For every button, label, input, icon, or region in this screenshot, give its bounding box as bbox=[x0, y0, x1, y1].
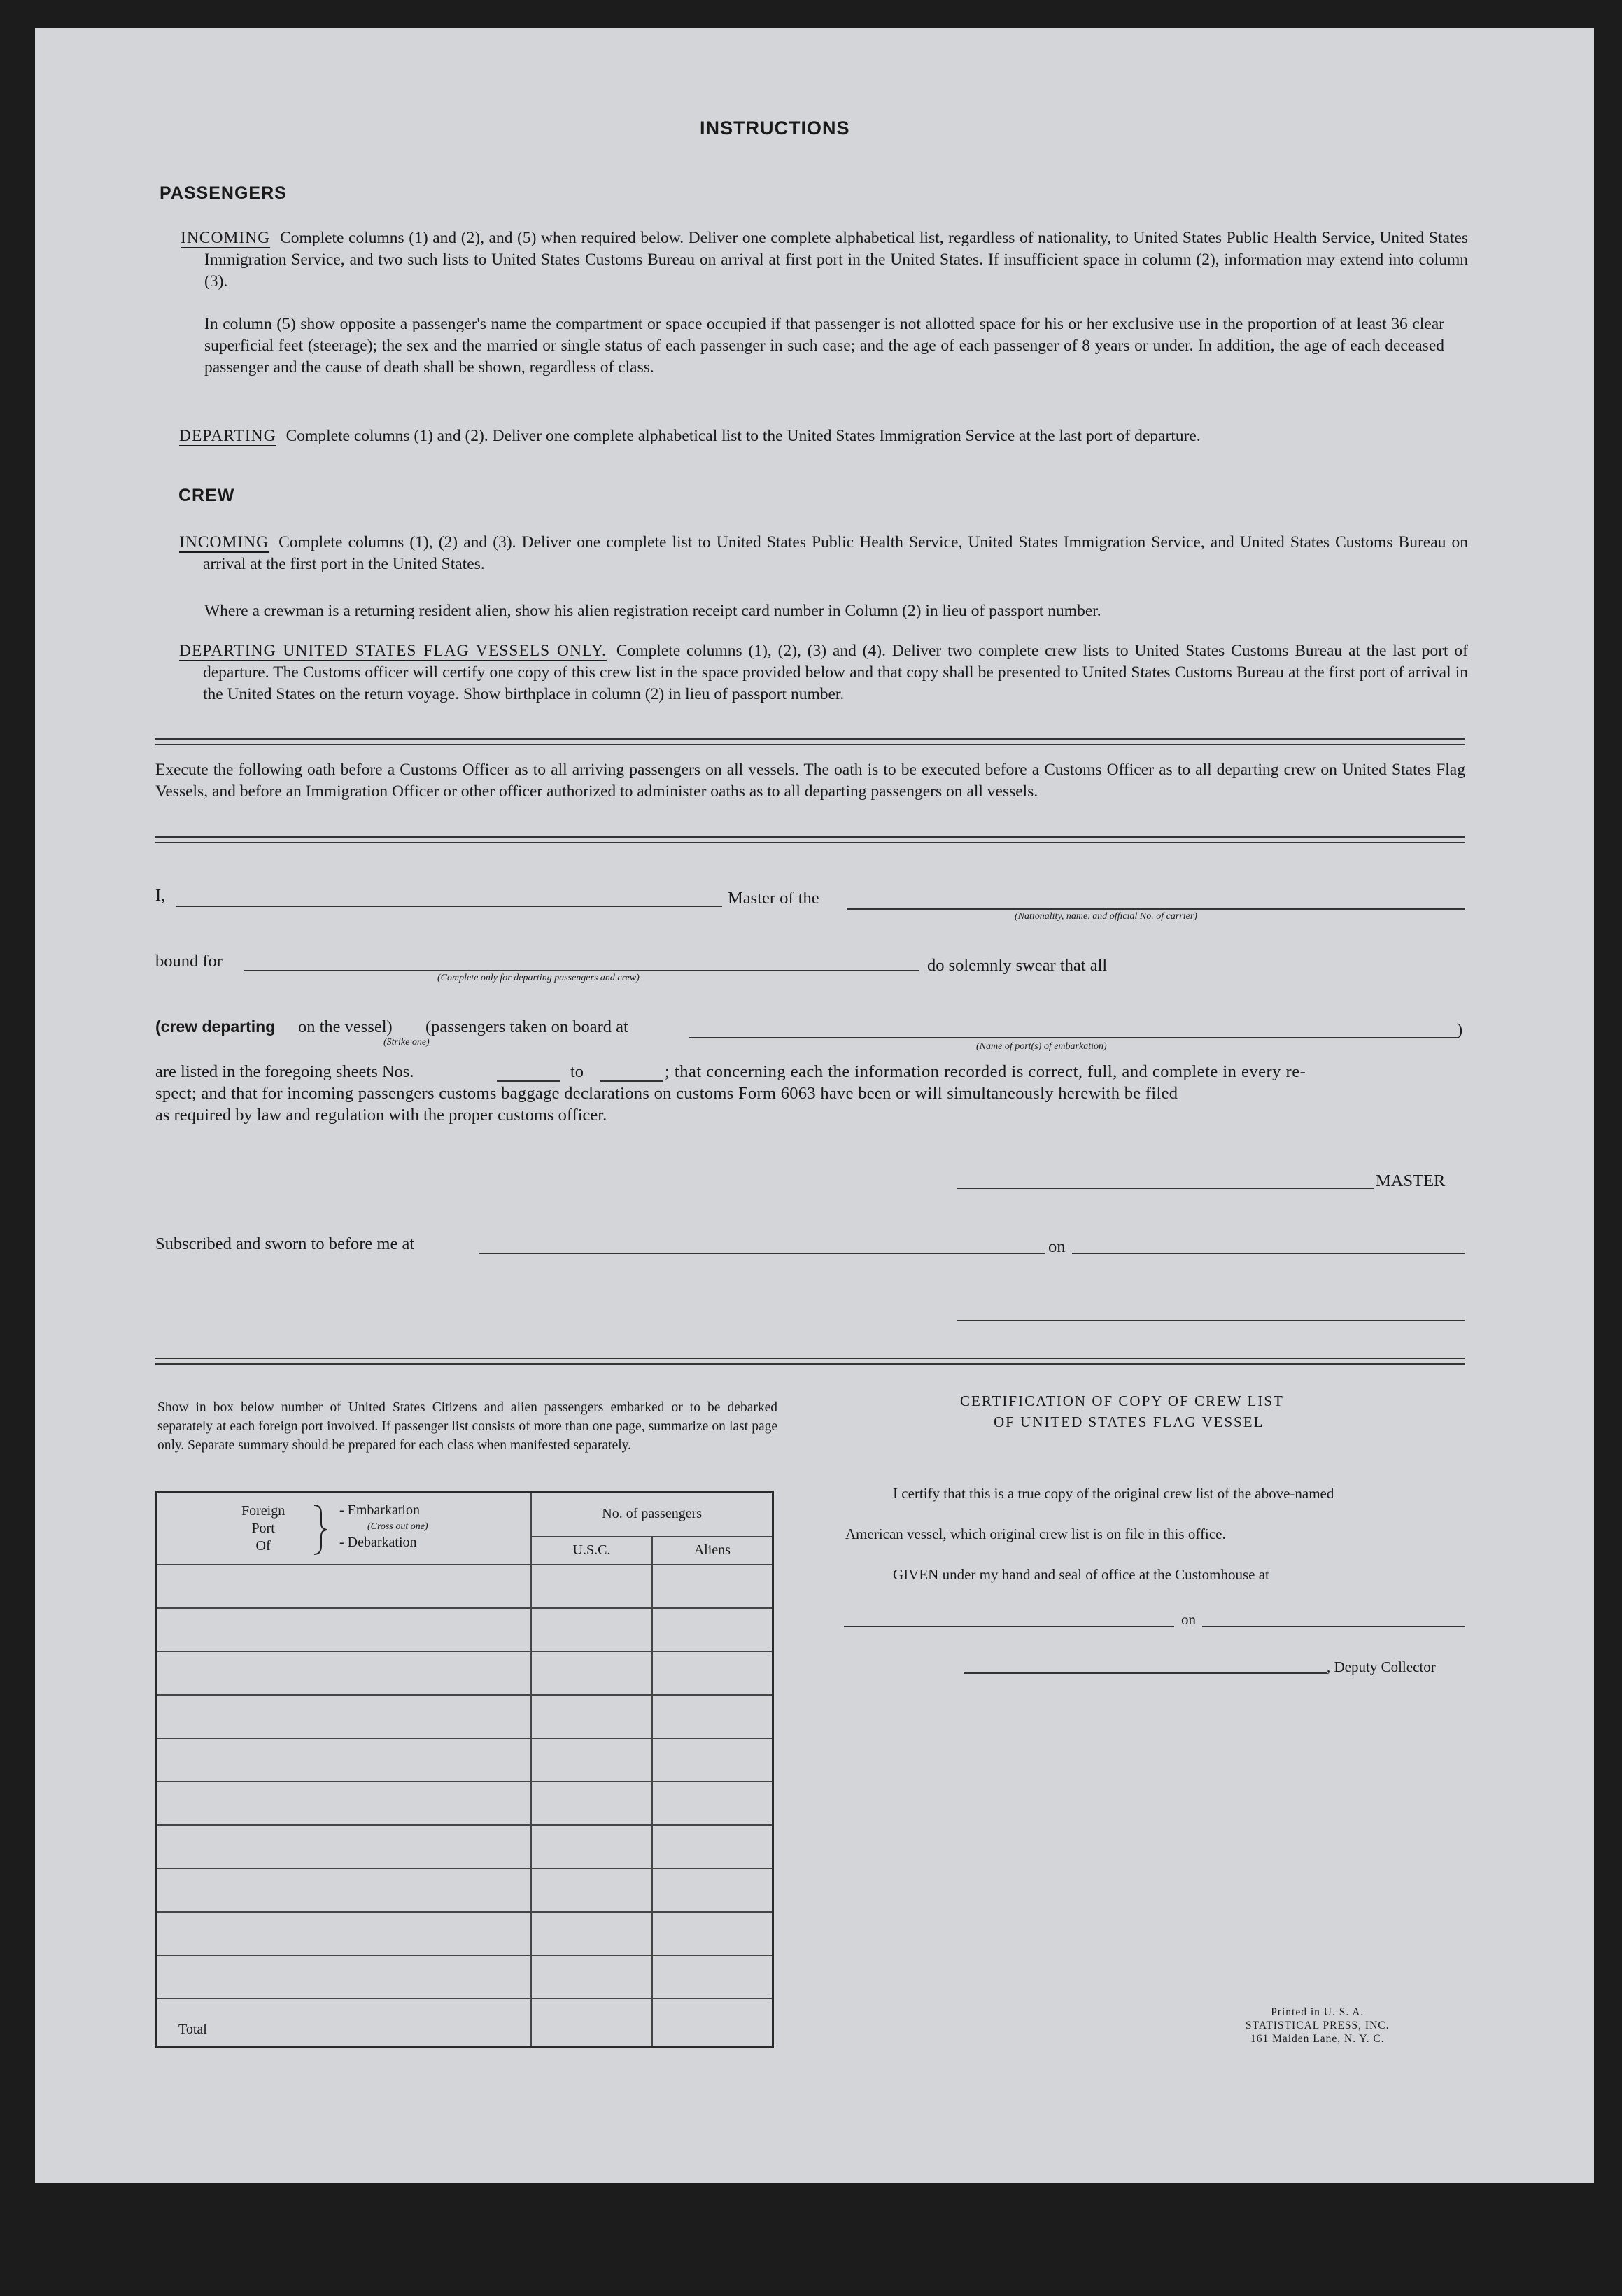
usc-total-cell[interactable] bbox=[531, 1999, 651, 2048]
port-label-foreign: Foreign bbox=[241, 1503, 285, 1519]
embarkation-port-field[interactable] bbox=[689, 1037, 1459, 1038]
right-brace-icon bbox=[311, 1504, 330, 1556]
port-cell[interactable] bbox=[157, 1651, 532, 1695]
statement-line-1: ; that concerning each the information recorded is correct, full, and complete in every re- bbox=[665, 1062, 1306, 1081]
usc-header: U.S.C. bbox=[531, 1537, 651, 1565]
usc-cell[interactable] bbox=[531, 1738, 651, 1782]
certify-text-2: American vessel, which original crew list is on file in this office. bbox=[845, 1526, 1226, 1542]
aliens-total-cell[interactable] bbox=[652, 1999, 773, 2048]
passengers-departing-label: DEPARTING bbox=[179, 427, 276, 445]
printer-line-3: 161 Maiden Lane, N. Y. C. bbox=[1250, 2033, 1385, 2045]
statement-line-2: spect; and that for incoming passengers customs baggage declarations on customs Form 6063 have been or will simultaneously herewith be filed bbox=[155, 1084, 1178, 1103]
crew-departing-text: Complete columns (1), (2), (3) and (4). Deliver two complete crew lists to United States Customs Bureau at the last port of departure. The Customs officer will certify one copy of this crew list in the space provided below and that copy shall be presented to United States Customs Bureau at the first port of arrival in the United States on the return voyage. Show birthplace in column (2) in lieu of passport number. bbox=[203, 642, 1468, 703]
table-row bbox=[157, 1955, 773, 1999]
close-paren: ) bbox=[1457, 1020, 1463, 1039]
to-text: to bbox=[570, 1062, 584, 1081]
bound-for-label: bound for bbox=[155, 952, 223, 971]
crew-resident-paragraph: Where a crewman is a returning resident alien, show his alien registration receipt card number in Column (2) in lieu of passport number. bbox=[204, 602, 1101, 620]
summary-instructions: Show in box below number of United States Citizens and alien passengers embarked or to be debarked separately at each foreign port involved. If passenger list consists of more than one page, summarize on last page only. Separate summary should be prepared for each class when manifested separately. bbox=[157, 1400, 777, 1453]
usc-cell[interactable] bbox=[531, 1695, 651, 1738]
crew-departing-option[interactable]: (crew departing bbox=[155, 1017, 276, 1036]
port-label-of: Of bbox=[255, 1538, 271, 1554]
aliens-header: Aliens bbox=[652, 1537, 773, 1565]
port-cell[interactable] bbox=[157, 1955, 532, 1999]
table-row bbox=[157, 1738, 773, 1782]
divider-double bbox=[155, 738, 1465, 745]
crew-departing-paragraph bbox=[179, 640, 1468, 705]
table-row bbox=[157, 1651, 773, 1695]
sheet-from-field[interactable] bbox=[497, 1080, 560, 1082]
passengers-column5-paragraph: In column (5) show opposite a passenger's name the compartment or space occupied if that passenger is not allotted space for his or her exclusive use in the proportion of at least 36 clear superficial feet (steerage); the sex and the married or single status of each passenger in such case; and the age of each passenger of 8 years or under. In addition, the age of each deceased passenger and the cause of death shall be shown, regardless of class. bbox=[204, 315, 1444, 376]
table-row bbox=[157, 1695, 773, 1738]
port-header-cell bbox=[157, 1492, 532, 1565]
printer-line-1: Printed in U. S. A. bbox=[1271, 2006, 1364, 2018]
swear-text: do solemnly swear that all bbox=[927, 956, 1108, 975]
passengers-header: No. of passengers bbox=[531, 1492, 773, 1537]
port-cell[interactable] bbox=[157, 1608, 532, 1651]
passengers-heading: PASSENGERS bbox=[160, 183, 287, 203]
sheet-to-field[interactable] bbox=[600, 1080, 663, 1082]
master-of-label: Master of the bbox=[728, 889, 819, 908]
on-vessel-option[interactable]: on the vessel) bbox=[298, 1017, 393, 1036]
master-label: MASTER bbox=[1376, 1171, 1446, 1190]
oath-i-label: I, bbox=[155, 886, 166, 905]
port-cell[interactable] bbox=[157, 1738, 532, 1782]
port-cell[interactable] bbox=[157, 1695, 532, 1738]
port-cell[interactable] bbox=[157, 1565, 532, 1608]
instructions-title: INSTRUCTIONS bbox=[700, 118, 850, 139]
certification-title-line-1: CERTIFICATION OF COPY OF CREW LIST bbox=[960, 1393, 1284, 1409]
customhouse-field[interactable] bbox=[844, 1626, 1174, 1627]
port-cell[interactable] bbox=[157, 1868, 532, 1912]
crew-incoming-paragraph bbox=[179, 532, 1468, 575]
cross-out-hint: (Cross out one) bbox=[367, 1521, 428, 1532]
usc-cell[interactable] bbox=[531, 1825, 651, 1868]
cert-on-label: on bbox=[1181, 1611, 1196, 1628]
port-cell[interactable] bbox=[157, 1825, 532, 1868]
usc-cell[interactable] bbox=[531, 1955, 651, 1999]
aliens-cell[interactable] bbox=[652, 1868, 773, 1912]
passengers-departing-paragraph bbox=[179, 425, 1468, 447]
passenger-summary-table bbox=[155, 1491, 774, 2048]
crew-incoming-label: INCOMING bbox=[179, 533, 269, 551]
port-cell[interactable] bbox=[157, 1782, 532, 1825]
total-row bbox=[157, 1999, 773, 2048]
sworn-place-field[interactable] bbox=[479, 1253, 1045, 1254]
carrier-hint: (Nationality, name, and official No. of carrier) bbox=[1015, 911, 1197, 922]
table-row bbox=[157, 1565, 773, 1608]
statement-line-3: as required by law and regulation with the proper customs officer. bbox=[155, 1106, 607, 1125]
aliens-cell[interactable] bbox=[652, 1782, 773, 1825]
listed-sheets-text: are listed in the foregoing sheets Nos. bbox=[155, 1062, 414, 1081]
port-cell[interactable] bbox=[157, 1912, 532, 1955]
divider-double bbox=[155, 1358, 1465, 1365]
cert-date-field[interactable] bbox=[1202, 1626, 1465, 1627]
passengers-incoming-label: INCOMING bbox=[181, 229, 271, 247]
usc-cell[interactable] bbox=[531, 1608, 651, 1651]
aliens-cell[interactable] bbox=[652, 1651, 773, 1695]
usc-cell[interactable] bbox=[531, 1565, 651, 1608]
aliens-cell[interactable] bbox=[652, 1825, 773, 1868]
aliens-cell[interactable] bbox=[652, 1955, 773, 1999]
port-label-port: Port bbox=[251, 1521, 275, 1536]
bound-for-field[interactable] bbox=[244, 970, 919, 971]
table-row bbox=[157, 1825, 773, 1868]
crew-departing-label: DEPARTING UNITED STATES FLAG VESSELS ONLY. bbox=[179, 642, 607, 660]
crew-heading: CREW bbox=[178, 486, 235, 505]
master-name-field[interactable] bbox=[176, 906, 722, 907]
aliens-cell[interactable] bbox=[652, 1912, 773, 1955]
divider-double bbox=[155, 836, 1465, 843]
aliens-cell[interactable] bbox=[652, 1608, 773, 1651]
bound-for-hint: (Complete only for departing passengers and crew) bbox=[437, 973, 640, 983]
subscribed-label: Subscribed and sworn to before me at bbox=[155, 1234, 415, 1253]
embarkation-option[interactable]: - Embarkation bbox=[339, 1502, 420, 1518]
strike-hint: (Strike one) bbox=[383, 1037, 430, 1048]
usc-cell[interactable] bbox=[531, 1782, 651, 1825]
table-row bbox=[157, 1782, 773, 1825]
officer-signature-field[interactable] bbox=[957, 1320, 1465, 1321]
usc-cell[interactable] bbox=[531, 1651, 651, 1695]
oath-intro-paragraph: Execute the following oath before a Customs Officer as to all arriving passengers on all vessels. The oath is to be executed before a Customs Officer as to all departing crew on United States Flag Vessels, and before an Immigration Officer or other officer authorized to administer oaths as to all departing passengers on all vessels. bbox=[155, 761, 1465, 801]
certification-title-line-2: OF UNITED STATES FLAG VESSEL bbox=[994, 1414, 1264, 1430]
debarkation-option[interactable]: - Debarkation bbox=[339, 1535, 417, 1550]
port-label bbox=[241, 1502, 285, 1555]
printer-line-2: STATISTICAL PRESS, INC. bbox=[1246, 2020, 1390, 2031]
table-row bbox=[157, 1868, 773, 1912]
aliens-cell[interactable] bbox=[652, 1695, 773, 1738]
aliens-cell[interactable] bbox=[652, 1738, 773, 1782]
passengers-incoming-paragraph bbox=[181, 227, 1468, 293]
total-label: Total bbox=[157, 1999, 532, 2048]
embark-debark-options bbox=[339, 1502, 428, 1551]
aliens-cell[interactable] bbox=[652, 1565, 773, 1608]
printer-imprint bbox=[1246, 2006, 1390, 2045]
deputy-collector-label: , Deputy Collector bbox=[1327, 1658, 1436, 1675]
passengers-taken-option[interactable]: (passengers taken on board at bbox=[425, 1017, 628, 1036]
table-row bbox=[157, 1912, 773, 1955]
deputy-signature-field[interactable] bbox=[964, 1672, 1327, 1674]
carrier-field[interactable] bbox=[847, 908, 1465, 910]
usc-cell[interactable] bbox=[531, 1868, 651, 1912]
embarkation-hint: (Name of port(s) of embarkation) bbox=[976, 1041, 1107, 1052]
certify-text-1: I certify that this is a true copy of the original crew list of the above-named bbox=[893, 1485, 1334, 1502]
crew-incoming-text: Complete columns (1), (2) and (3). Deliver one complete list to United States Public Health Service, United States Immigration Service, and United States Customs Bureau on arrival at the first port in the United States. bbox=[203, 533, 1468, 573]
sworn-date-field[interactable] bbox=[1072, 1253, 1465, 1254]
table-row bbox=[157, 1608, 773, 1651]
passengers-incoming-text: Complete columns (1) and (2), and (5) when required below. Deliver one complete alphabetical list, regardless of nationality, to United States Public Health Service, United States Immigration Service, and two such lists to United States Customs Bureau on arrival at first port in the United States. If insufficient space in column (2), information may extend into column (3). bbox=[204, 229, 1468, 290]
sworn-on-label: on bbox=[1048, 1237, 1066, 1256]
usc-cell[interactable] bbox=[531, 1912, 651, 1955]
master-signature-field[interactable] bbox=[957, 1188, 1374, 1189]
passengers-departing-text: Complete columns (1) and (2). Deliver one complete alphabetical list to the United States Immigration Service at the last port of departure. bbox=[285, 427, 1201, 445]
given-text: GIVEN under my hand and seal of office at the Customhouse at bbox=[893, 1566, 1269, 1583]
